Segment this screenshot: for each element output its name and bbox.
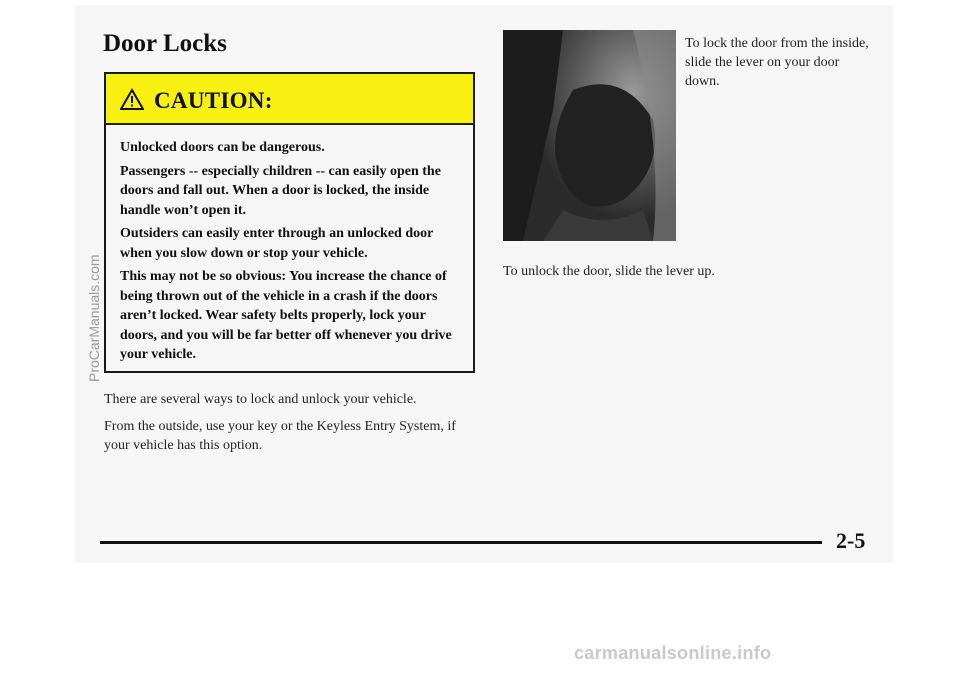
footer-rule — [100, 541, 822, 544]
page-number: 2-5 — [836, 528, 866, 553]
door-lever-photo — [503, 30, 676, 241]
body-paragraph-ways: There are several ways to lock and unlock your vehicle. — [104, 392, 417, 407]
unlock-instruction: To unlock the door, slide the lever up. — [503, 264, 715, 279]
caution-body — [106, 125, 473, 365]
body-paragraph-outside: From the outside, use your key or the Keyless Entry System, if your vehicle has this option. — [104, 419, 456, 453]
caution-paragraph: Outsiders can easily enter through an unlocked door when you slow down or stop your vehicle. — [120, 226, 434, 261]
side-watermark: ProCarManuals.com — [86, 254, 102, 382]
caution-paragraph: Passengers -- especially children -- can easily open the doors and fall out. When a door is locked, the inside handle won’t open it. — [120, 163, 441, 218]
lock-instruction: To lock the door from the inside, slide the lever on your door down. — [685, 36, 869, 89]
page-title: Door Locks — [103, 30, 227, 57]
caution-paragraph: Unlocked doors can be dangerous. — [120, 140, 325, 155]
caution-label: CAUTION: — [154, 87, 273, 113]
caution-box — [104, 72, 475, 373]
caution-header — [106, 74, 473, 125]
warning-triangle-icon — [120, 88, 144, 110]
bottom-watermark: carmanualsonline.info — [574, 643, 772, 663]
caution-paragraph: This may not be so obvious: You increase the chance of being thrown out of the vehicle in a crash if the doors aren’t locked. Wear safety belts properly, lock your doors, and you will be far better off whenever you drive your vehicle. — [120, 269, 452, 362]
